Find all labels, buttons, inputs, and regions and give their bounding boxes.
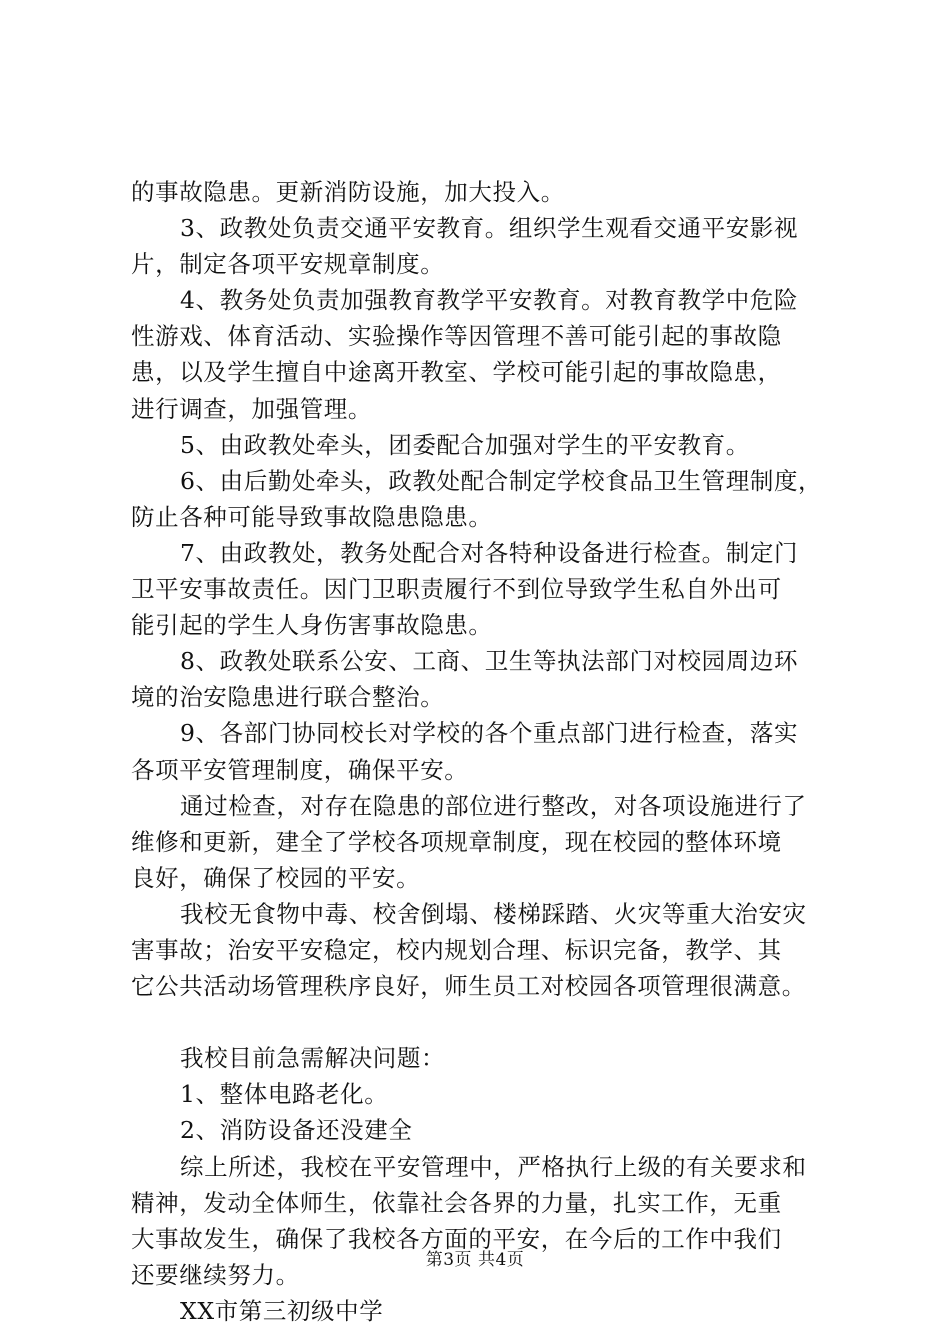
blank-line (131, 1004, 856, 1040)
text-line: 维修和更新，建全了学校各项规章制度，现在校园的整体环境 (131, 827, 782, 856)
text-line: 良好，确保了校园的平安。 (131, 863, 421, 892)
text-line: XX市第三初级中学 (180, 1296, 384, 1325)
text-line: 通过检查，对存在隐患的部位进行整改，对各项设施进行了 (180, 791, 807, 820)
text-line: 综上所述，我校在平安管理中，严格执行上级的有关要求和 (180, 1152, 807, 1181)
text-line: 7、由政教处，教务处配合对各特种设备进行检查。制定门 (180, 538, 799, 567)
text-line: 境的治安隐患进行联合整治。 (131, 683, 445, 712)
text-line: 6、由后勤处牵头，政教处配合制定学校食品卫生管理制度， (180, 466, 823, 495)
text-line: 能引起的学生人身伤害事故隐患。 (131, 611, 493, 640)
text-line: 精神，发动全体师生，依靠社会各界的力量，扎实工作，无重 (131, 1188, 782, 1217)
text-line: 性游戏、体育活动、实验操作等因管理不善可能引起的事故隐 (131, 322, 782, 351)
text-line: 它公共活动场管理秩序良好，师生员工对校园各项管理很满意。 (131, 972, 806, 1001)
text-line: 卫平安事故责任。因门卫职责履行不到位导致学生私自外出可 (131, 575, 782, 604)
text-line: 进行调查，加强管理。 (131, 394, 372, 423)
text-line: 各项平安管理制度，确保平安。 (131, 755, 469, 784)
text-line: 我校目前急需解决问题： (180, 1044, 446, 1073)
text-line: 大事故发生，确保了我校各方面的平安，在今后的工作中我们 (131, 1224, 782, 1253)
text-line: 我校无食物中毒、校舍倒塌、楼梯踩踏、火灾等重大治安灾 (180, 899, 807, 928)
text-line: 3、政教处负责交通平安教育。组织学生观看交通平安影视 (180, 214, 799, 243)
text-line: 害事故；治安平安稳定，校内规划合理、标识完备，教学、其 (131, 935, 782, 964)
text-line: 9、各部门协同校长对学校的各个重点部门进行检查，落实 (180, 719, 799, 748)
text-line: 片，制定各项平安规章制度。 (131, 250, 445, 279)
document-body (131, 174, 856, 1329)
page-footer: 第3页 共4页 (425, 1250, 525, 1270)
text-line: 的事故隐患。更新消防设施，加大投入。 (131, 178, 565, 206)
text-line: 还要继续努力。 (131, 1260, 300, 1289)
text-line: 1、整体电路老化。 (180, 1080, 389, 1109)
text-line: 4、教务处负责加强教育教学平安教育。对教育教学中危险 (180, 286, 799, 315)
text-line: 5、由政教处牵头，团委配合加强对学生的平安教育。 (180, 430, 750, 459)
text-line: 患，以及学生擅自中途离开教室、学校可能引起的事故隐患， (131, 358, 782, 387)
text-line: 8、政教处联系公安、工商、卫生等执法部门对校园周边环 (180, 647, 799, 676)
text-line: 防止各种可能导致事故隐患隐患。 (131, 502, 493, 531)
text-line: 2、消防设备还没建全 (180, 1116, 413, 1145)
